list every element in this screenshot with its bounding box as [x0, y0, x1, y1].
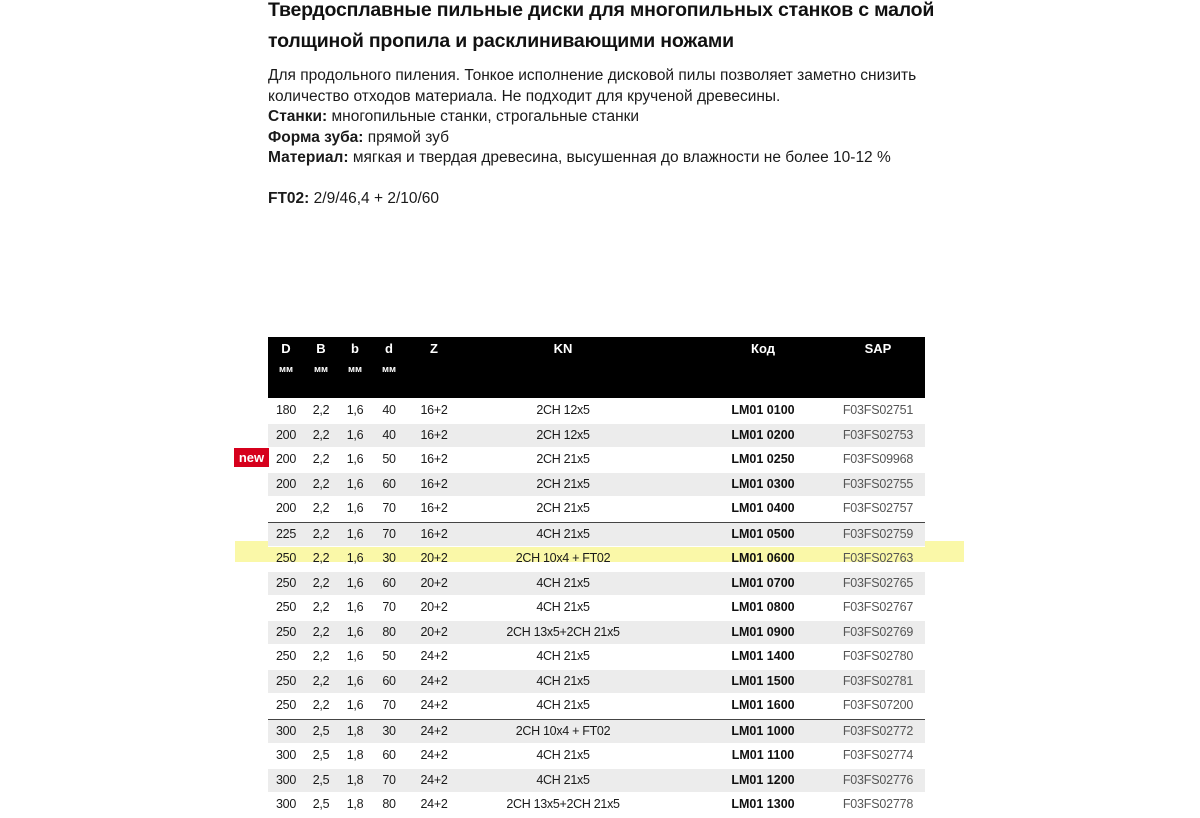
cell-d: 70 — [382, 501, 396, 515]
cell-b: 2,2 — [312, 649, 330, 663]
cell-kod: LM01 0600 — [731, 551, 795, 565]
cell-d: 30 — [382, 723, 396, 738]
cell-d: 60 — [382, 673, 396, 688]
page-title: Твердосплавные пильные диски для многопильных станков с малой толщиной пропила и расклинивающими ножами — [268, 0, 935, 52]
cell-b: 1,6 — [346, 551, 364, 565]
cell-z: 20+2 — [420, 600, 448, 614]
cell-kn: 4CH 21x5 — [536, 649, 590, 663]
cell-b: 1,6 — [346, 501, 364, 515]
cell-d: 250 — [276, 551, 296, 565]
machines-line — [268, 107, 968, 128]
table-row — [268, 694, 925, 719]
table-row — [268, 596, 925, 621]
cell-d: 250 — [276, 575, 296, 590]
cell-kn: 2CH 13x5+2CH 21x5 — [506, 797, 620, 811]
table-row — [268, 399, 925, 424]
cell-b: 1,6 — [346, 526, 364, 541]
table-row — [268, 769, 925, 794]
cell-d: 70 — [382, 526, 396, 541]
cell-kod: LM01 0300 — [731, 476, 795, 491]
machines-label: Станки: — [268, 108, 328, 126]
cell-b: 2,2 — [312, 673, 330, 688]
cell-b: 2,2 — [312, 476, 330, 491]
cell-b: 2,2 — [312, 600, 330, 614]
table-row — [268, 497, 925, 522]
cell-sap: F03FS02757 — [842, 501, 914, 515]
cell-z: 16+2 — [420, 427, 448, 442]
cell-sap: F03FS02759 — [842, 526, 914, 541]
header-kod: Код — [751, 341, 775, 356]
cell-b: 1,6 — [346, 476, 364, 491]
cell-kod: LM01 0500 — [731, 526, 795, 541]
table-row — [268, 522, 925, 548]
cell-z: 20+2 — [420, 575, 448, 590]
table-row — [268, 448, 925, 473]
cell-z: 20+2 — [420, 551, 448, 565]
cell-sap: F03FS09968 — [842, 452, 914, 466]
cell-d: 50 — [382, 649, 396, 663]
cell-d: 60 — [382, 575, 396, 590]
cell-d: 180 — [276, 403, 296, 417]
cell-z: 24+2 — [420, 772, 448, 787]
cell-kod: LM01 0700 — [731, 575, 795, 590]
unit-D: мм — [278, 364, 294, 375]
cell-sap: F03FS02776 — [842, 772, 914, 787]
cell-b: 2,2 — [312, 452, 330, 466]
table-row — [268, 547, 925, 572]
cell-d: 80 — [382, 624, 396, 639]
table-row — [268, 670, 925, 695]
cell-b: 2,2 — [312, 698, 330, 712]
cell-kn: 4CH 21x5 — [536, 575, 590, 590]
cell-b: 1,8 — [346, 748, 364, 762]
cell-kn: 4CH 21x5 — [536, 526, 590, 541]
cell-b: 1,8 — [346, 723, 364, 738]
cell-z: 24+2 — [420, 649, 448, 663]
cell-z: 24+2 — [420, 698, 448, 712]
cell-d: 250 — [276, 624, 296, 639]
cell-b: 2,2 — [312, 551, 330, 565]
header-sap: SAP — [864, 341, 892, 356]
table-body — [268, 399, 925, 818]
material-value: мягкая и твердая древесина, высушенная до влажности не более 10-12 % — [348, 149, 891, 167]
cell-z: 16+2 — [420, 403, 448, 417]
cell-b: 2,2 — [312, 575, 330, 590]
cell-z: 16+2 — [420, 526, 448, 541]
cell-kod: LM01 1500 — [731, 673, 795, 688]
cell-z: 24+2 — [420, 748, 448, 762]
table-row — [268, 424, 925, 449]
cell-b: 1,8 — [346, 772, 364, 787]
cell-b: 1,6 — [346, 403, 364, 417]
cell-d: 300 — [276, 797, 296, 811]
table-row — [268, 473, 925, 498]
cell-b: 2,2 — [312, 624, 330, 639]
ft02-line — [268, 189, 439, 209]
cell-d: 50 — [382, 452, 396, 466]
cell-d: 80 — [382, 797, 396, 811]
cell-b: 2,5 — [312, 797, 330, 811]
cell-z: 16+2 — [420, 452, 448, 466]
cell-sap: F03FS02780 — [842, 649, 914, 663]
cell-sap: F03FS02753 — [842, 427, 914, 442]
unit-B: мм — [313, 364, 329, 375]
cell-kn: 2CH 13x5+2CH 21x5 — [506, 624, 620, 639]
cell-d: 30 — [382, 551, 396, 565]
cell-d: 40 — [382, 427, 396, 442]
cell-sap: F03FS02767 — [842, 600, 914, 614]
cell-z: 16+2 — [420, 501, 448, 515]
header-KN: KN — [553, 341, 573, 356]
cell-kod: LM01 0400 — [731, 501, 795, 515]
description-intro: Для продольного пиления. Тонкое исполнение дисковой пилы позволяет заметно снизить количество отходов материала. Не подходит для крученой древесины. — [268, 67, 917, 105]
cell-kn: 4CH 21x5 — [536, 698, 590, 712]
cell-b: 1,6 — [346, 624, 364, 639]
cell-d: 60 — [382, 476, 396, 491]
cell-z: 24+2 — [420, 723, 448, 738]
cell-d: 250 — [276, 698, 296, 712]
cell-d: 250 — [276, 673, 296, 688]
cell-kn: 2CH 21x5 — [536, 476, 590, 491]
cell-d: 300 — [276, 723, 296, 738]
cell-d: 60 — [382, 748, 396, 762]
cell-d: 200 — [276, 452, 296, 466]
cell-kn: 4CH 21x5 — [536, 748, 590, 762]
cell-d: 300 — [276, 748, 296, 762]
table-row — [268, 719, 925, 745]
cell-sap: F03FS02751 — [842, 403, 914, 417]
cell-d: 200 — [276, 501, 296, 515]
cell-sap: F03FS02755 — [842, 476, 914, 491]
tooth-value: прямой зуб — [363, 128, 449, 146]
cell-sap: F03FS02769 — [842, 624, 914, 639]
cell-kod: LM01 1600 — [731, 698, 795, 712]
cell-sap: F03FS02774 — [842, 748, 914, 762]
cell-kod: LM01 1000 — [731, 723, 795, 738]
cell-kn: 4CH 21x5 — [536, 600, 590, 614]
cell-b: 1,6 — [346, 452, 364, 466]
machines-value: многопильные станки, строгальные станки — [327, 108, 640, 126]
material-label: Материал: — [268, 149, 349, 167]
cell-d: 250 — [276, 649, 296, 663]
cell-b: 1,6 — [346, 575, 364, 590]
cell-kn: 2CH 10x4 + FT02 — [515, 551, 611, 565]
table-row — [268, 572, 925, 597]
new-badge: new — [234, 448, 269, 467]
header-D: D — [281, 341, 291, 356]
header-B: B — [316, 341, 326, 356]
cell-z: 24+2 — [420, 673, 448, 688]
cell-kod: LM01 1200 — [731, 772, 795, 787]
cell-kod: LM01 1300 — [731, 797, 795, 811]
cell-z: 20+2 — [420, 624, 448, 639]
unit-d: мм — [381, 364, 397, 375]
cell-kod: LM01 0200 — [731, 427, 795, 442]
cell-kod: LM01 0250 — [731, 452, 795, 466]
cell-kod: LM01 0900 — [731, 624, 795, 639]
cell-d: 200 — [276, 427, 296, 442]
cell-b: 2,2 — [312, 427, 330, 442]
cell-kn: 2CH 12x5 — [536, 427, 590, 442]
cell-d: 70 — [382, 772, 396, 787]
cell-b: 1,6 — [346, 673, 364, 688]
cell-b: 1,6 — [346, 698, 364, 712]
table-row — [268, 744, 925, 769]
cell-b: 2,5 — [312, 723, 330, 738]
cell-d: 200 — [276, 476, 296, 491]
cell-sap: F03FS02772 — [842, 723, 914, 738]
cell-kod: LM01 1100 — [731, 748, 795, 762]
cell-sap: F03FS07200 — [842, 698, 914, 712]
cell-d: 300 — [276, 772, 296, 787]
cell-d: 250 — [276, 600, 296, 614]
ft02-label: FT02: — [268, 190, 310, 207]
cell-kn: 2CH 12x5 — [536, 403, 590, 417]
cell-b: 1,6 — [346, 427, 364, 442]
cell-kn: 4CH 21x5 — [536, 673, 590, 688]
cell-d: 225 — [276, 526, 296, 541]
cell-z: 16+2 — [420, 476, 448, 491]
unit-b: мм — [347, 364, 363, 375]
cell-kn: 2CH 10x4 + FT02 — [515, 723, 611, 738]
cell-kn: 4CH 21x5 — [536, 772, 590, 787]
table-header — [268, 337, 925, 398]
cell-b: 1,6 — [346, 649, 364, 663]
description — [268, 66, 968, 169]
header-d: d — [385, 341, 393, 356]
cell-kod: LM01 0100 — [731, 403, 795, 417]
material-line — [268, 148, 968, 169]
cell-b: 2,5 — [312, 772, 330, 787]
cell-b: 1,6 — [346, 600, 364, 614]
cell-d: 40 — [382, 403, 396, 417]
cell-b: 1,8 — [346, 797, 364, 811]
tooth-label: Форма зуба: — [268, 128, 364, 146]
table-row — [268, 793, 925, 818]
cell-d: 70 — [382, 600, 396, 614]
cell-sap: F03FS02763 — [842, 551, 914, 565]
cell-kn: 2CH 21x5 — [536, 452, 590, 466]
header-Z: Z — [430, 341, 438, 356]
table-row — [268, 645, 925, 670]
table-row — [268, 621, 925, 646]
tooth-line — [268, 128, 968, 149]
cell-z: 24+2 — [420, 797, 448, 811]
cell-kod: LM01 0800 — [731, 600, 795, 614]
header-b: b — [351, 341, 359, 356]
ft02-value: 2/9/46,4 + 2/10/60 — [309, 190, 440, 207]
cell-b: 2,2 — [312, 501, 330, 515]
cell-kn: 2CH 21x5 — [536, 501, 590, 515]
cell-sap: F03FS02781 — [842, 673, 914, 688]
cell-d: 70 — [382, 698, 396, 712]
cell-sap: F03FS02765 — [842, 575, 914, 590]
cell-kod: LM01 1400 — [731, 649, 795, 663]
cell-sap: F03FS02778 — [842, 797, 914, 811]
cell-b: 2,2 — [312, 403, 330, 417]
cell-b: 2,5 — [312, 748, 330, 762]
cell-b: 2,2 — [312, 526, 330, 541]
